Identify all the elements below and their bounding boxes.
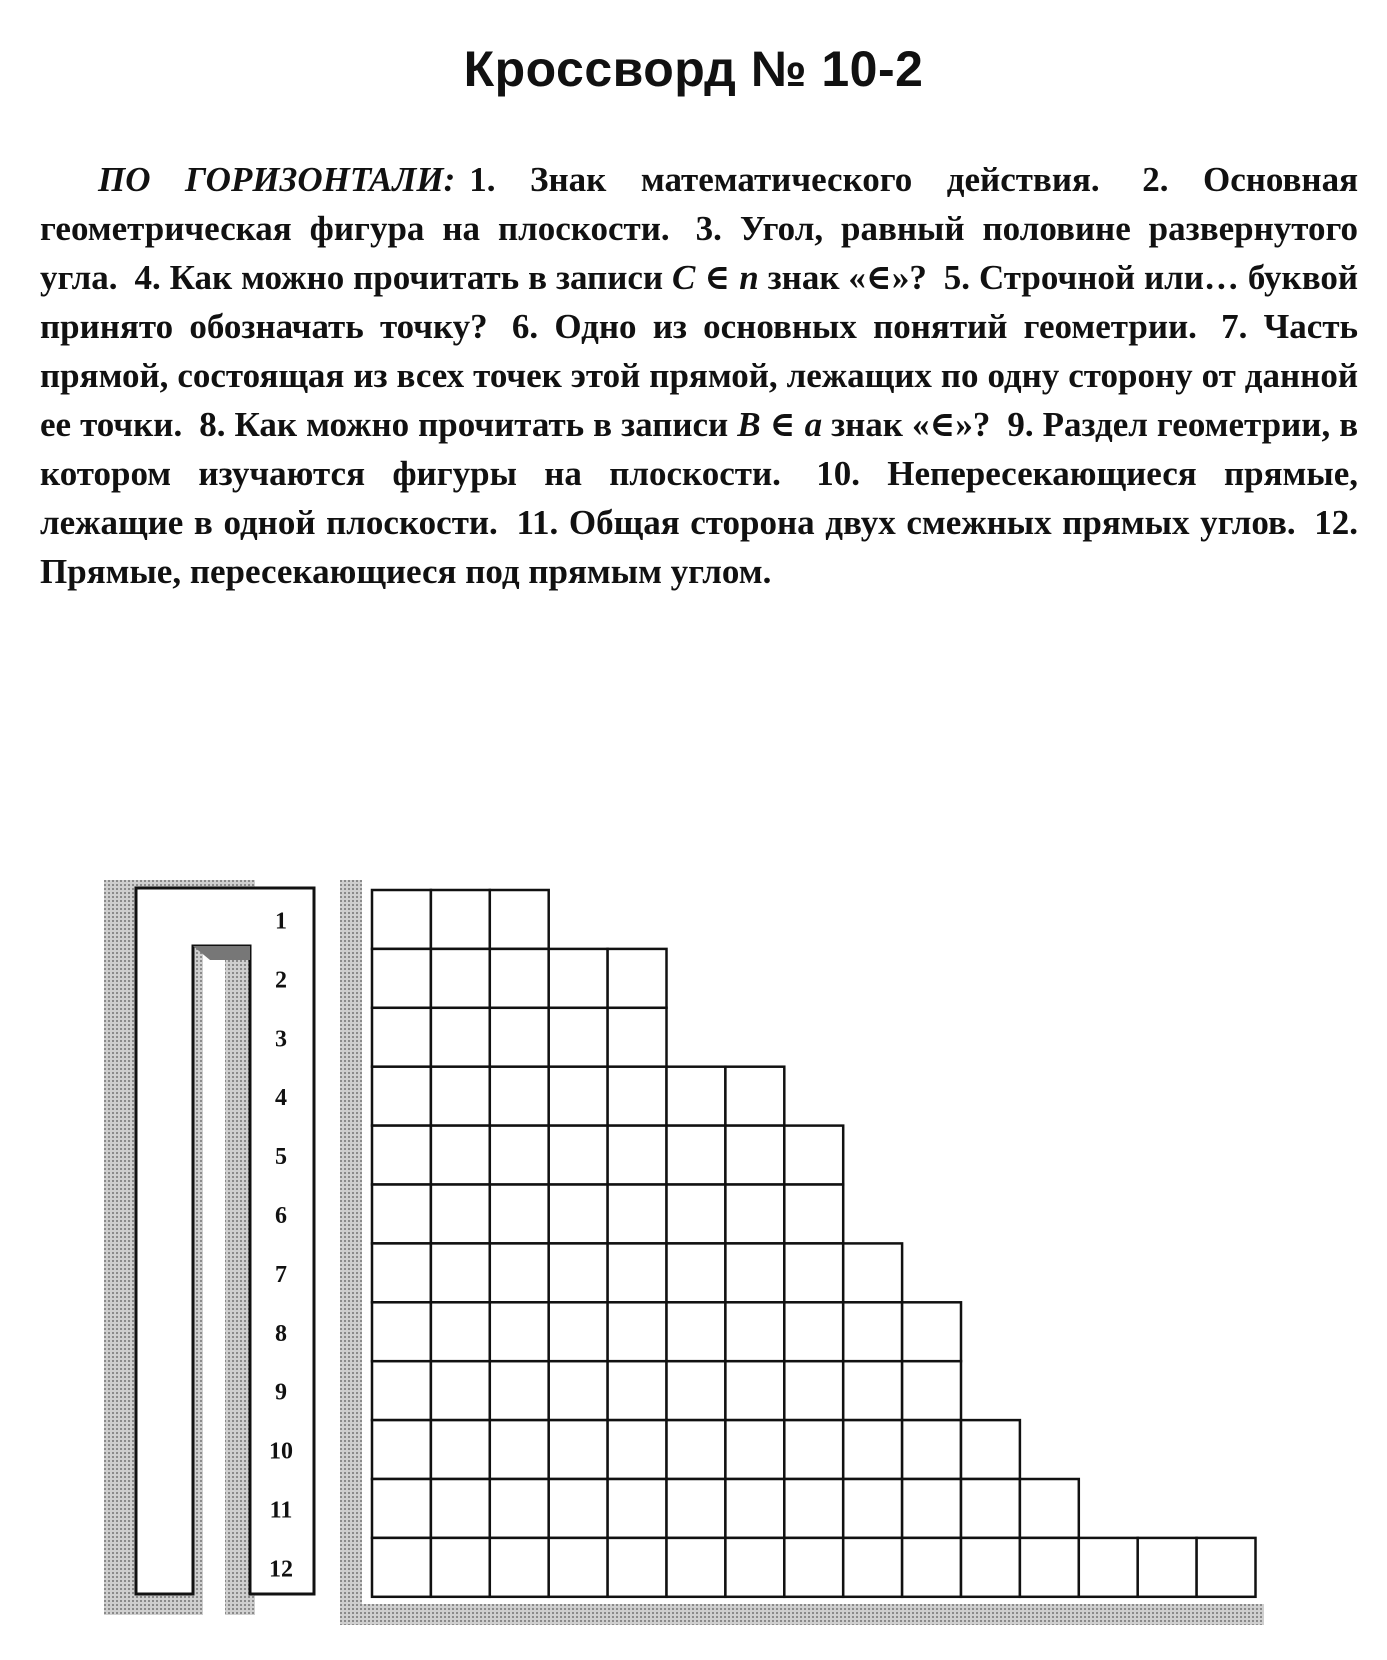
- clue-number: 10.: [816, 454, 860, 493]
- crossword-cell[interactable]: [431, 1479, 490, 1538]
- crossword-cell[interactable]: [431, 1126, 490, 1185]
- row-number: 11: [269, 1497, 293, 1524]
- clue-text: Знак математического действия.: [530, 160, 1100, 199]
- crossword-cell[interactable]: [372, 1538, 431, 1597]
- crossword-cell[interactable]: [490, 1420, 549, 1479]
- clue-text: Как можно прочитать в записи: [234, 405, 729, 444]
- crossword-cell[interactable]: [1020, 1538, 1079, 1597]
- crossword-cell[interactable]: [431, 1243, 490, 1302]
- crossword-cell[interactable]: [667, 1361, 726, 1420]
- crossword-cell[interactable]: [843, 1538, 902, 1597]
- crossword-cell[interactable]: [490, 1538, 549, 1597]
- clue-number: 3.: [695, 209, 722, 248]
- crossword-cell[interactable]: [843, 1479, 902, 1538]
- clue-text: Раздел геометрии, в котором изучаются фигуры на плоскости.: [40, 405, 1359, 493]
- crossword-cell[interactable]: [843, 1420, 902, 1479]
- crossword-cell[interactable]: [372, 1361, 431, 1420]
- crossword-cell[interactable]: [372, 1185, 431, 1244]
- crossword-cell[interactable]: [961, 1420, 1020, 1479]
- crossword-cell[interactable]: [784, 1361, 843, 1420]
- crossword-cell[interactable]: [902, 1420, 961, 1479]
- crossword-cell[interactable]: [725, 1479, 784, 1538]
- crossword-cell[interactable]: [1138, 1538, 1197, 1597]
- crossword-cell[interactable]: [431, 1067, 490, 1126]
- crossword-cell[interactable]: [667, 1067, 726, 1126]
- clue-number: 6.: [511, 307, 539, 346]
- crossword-cell[interactable]: [372, 949, 431, 1008]
- crossword-cell[interactable]: [667, 1185, 726, 1244]
- clue-number: 2.: [1142, 160, 1169, 199]
- crossword-cell[interactable]: [1197, 1538, 1256, 1597]
- row-number: 12: [269, 1556, 293, 1583]
- clue-text: Общая сторона двух смежных прямых углов.: [568, 503, 1296, 542]
- crossword-cell[interactable]: [372, 1243, 431, 1302]
- row-number: 2: [275, 967, 287, 994]
- crossword-cell[interactable]: [549, 1420, 608, 1479]
- crossword-cell[interactable]: [1020, 1479, 1079, 1538]
- crossword-cell[interactable]: [431, 1008, 490, 1067]
- row-number: 7: [275, 1261, 287, 1288]
- row-number: 6: [275, 1203, 287, 1229]
- crossword-cell[interactable]: [1079, 1538, 1138, 1597]
- crossword-cell[interactable]: [608, 1479, 667, 1538]
- math-variable: a: [804, 405, 823, 444]
- clues-heading: ПО ГОРИЗОНТАЛИ:: [98, 160, 456, 199]
- clue-number: 9.: [1007, 405, 1034, 444]
- crossword-cell[interactable]: [431, 890, 490, 949]
- crossword-grid: [372, 890, 1256, 1597]
- crossword-cell[interactable]: [725, 1185, 784, 1244]
- clue-text: Часть прямой, состоящая из всех точек этой прямой, лежащих по одну сторону от данной ее точки.: [40, 307, 1359, 444]
- crossword-cell[interactable]: [784, 1302, 843, 1361]
- crossword-cell[interactable]: [608, 1126, 667, 1185]
- crossword-cell[interactable]: [490, 1479, 549, 1538]
- clue-text: Строчной или… буквой принято обозначать точку?: [40, 258, 1359, 346]
- clue-text: Одно из основных понятий геометрии.: [554, 307, 1197, 346]
- crossword-cell[interactable]: [902, 1361, 961, 1420]
- clue-number: 12.: [1314, 503, 1359, 542]
- crossword-cell[interactable]: [490, 1126, 549, 1185]
- crossword-cell[interactable]: [961, 1479, 1020, 1538]
- row-number: 1: [275, 908, 287, 935]
- crossword-cell[interactable]: [784, 1420, 843, 1479]
- clue-number: 5.: [943, 258, 971, 297]
- crossword-cell[interactable]: [490, 890, 549, 949]
- crossword-cell[interactable]: [490, 1067, 549, 1126]
- crossword-cell[interactable]: [372, 1302, 431, 1361]
- crossword-cell[interactable]: [843, 1361, 902, 1420]
- crossword-cell[interactable]: [549, 1067, 608, 1126]
- crossword-cell[interactable]: [843, 1243, 902, 1302]
- crossword-cell[interactable]: [490, 949, 549, 1008]
- crossword-cell[interactable]: [608, 1538, 667, 1597]
- crossword-cell[interactable]: [372, 1008, 431, 1067]
- crossword-cell[interactable]: [667, 1538, 726, 1597]
- crossword-cell[interactable]: [431, 1420, 490, 1479]
- row-number: 4: [275, 1085, 287, 1112]
- clue-text: Как можно прочитать в записи: [169, 258, 664, 297]
- clue-number: 8.: [199, 405, 226, 444]
- crossword-cell[interactable]: [784, 1126, 843, 1185]
- row-number: 5: [275, 1144, 287, 1170]
- crossword-cell[interactable]: [549, 1008, 608, 1067]
- crossword-cell[interactable]: [902, 1479, 961, 1538]
- clue-number: 1.: [469, 160, 496, 199]
- row-number: 9: [275, 1379, 287, 1406]
- row-number: 8: [275, 1320, 287, 1347]
- math-variable: B: [737, 405, 761, 444]
- crossword-cell[interactable]: [372, 1479, 431, 1538]
- math-variable: C: [672, 258, 696, 297]
- crossword-cell[interactable]: [431, 1302, 490, 1361]
- crossword-cell[interactable]: [490, 1302, 549, 1361]
- clue-text: Прямые, пересекающиеся под прямым углом.: [40, 552, 772, 591]
- crossword-cell[interactable]: [490, 1185, 549, 1244]
- crossword-cell[interactable]: [725, 1243, 784, 1302]
- crossword-cell[interactable]: [372, 1420, 431, 1479]
- crossword-cell[interactable]: [431, 1538, 490, 1597]
- crossword-cell[interactable]: [549, 1126, 608, 1185]
- crossword-cell[interactable]: [549, 949, 608, 1008]
- crossword-cell[interactable]: [667, 1420, 726, 1479]
- crossword-cell[interactable]: [549, 1185, 608, 1244]
- clue-text: Основная геометрическая фигура на плоскости.: [40, 160, 1359, 248]
- crossword-cell[interactable]: [667, 1302, 726, 1361]
- crossword-cell[interactable]: [608, 1067, 667, 1126]
- row-number: 3: [275, 1026, 287, 1053]
- clue-text: знак «∈»?: [767, 258, 927, 297]
- math-variable: n: [739, 258, 759, 297]
- crossword-cell[interactable]: [608, 1361, 667, 1420]
- crossword-cell[interactable]: [608, 1420, 667, 1479]
- crossword-cell[interactable]: [784, 1185, 843, 1244]
- crossword-cell[interactable]: [549, 1361, 608, 1420]
- clue-text: знак «∈»?: [831, 405, 991, 444]
- crossword-cell[interactable]: [608, 1185, 667, 1244]
- crossword-cell[interactable]: [490, 1361, 549, 1420]
- crossword-cell[interactable]: [784, 1243, 843, 1302]
- crossword-cell[interactable]: [372, 1126, 431, 1185]
- crossword-cell[interactable]: [431, 949, 490, 1008]
- math-symbol: ∈: [704, 258, 731, 297]
- crossword-cell[interactable]: [608, 1302, 667, 1361]
- crossword-cell[interactable]: [902, 1538, 961, 1597]
- crossword-cell[interactable]: [549, 1243, 608, 1302]
- crossword-cell[interactable]: [608, 1243, 667, 1302]
- crossword-cell[interactable]: [725, 1361, 784, 1420]
- crossword-cell[interactable]: [372, 890, 431, 949]
- clue-text: Непересекающиеся прямые, лежащие в одной плоскости.: [40, 454, 1359, 542]
- crossword-cell[interactable]: [490, 1008, 549, 1067]
- crossword-cell[interactable]: [667, 1479, 726, 1538]
- crossword-cell[interactable]: [725, 1302, 784, 1361]
- crossword-cell[interactable]: [549, 1302, 608, 1361]
- crossword-cell[interactable]: [372, 1067, 431, 1126]
- clue-number: 4.: [134, 258, 161, 297]
- crossword-cell[interactable]: [902, 1302, 961, 1361]
- crossword-cell[interactable]: [549, 1479, 608, 1538]
- clue-number: 11.: [516, 503, 559, 542]
- crossword-cell[interactable]: [784, 1538, 843, 1597]
- crossword-cell[interactable]: [725, 1420, 784, 1479]
- crossword-cell[interactable]: [431, 1361, 490, 1420]
- crossword-cell[interactable]: [725, 1067, 784, 1126]
- crossword-cell[interactable]: [725, 1126, 784, 1185]
- crossword-cell[interactable]: [549, 1538, 608, 1597]
- page-title: Кроссворд № 10-2: [463, 41, 924, 97]
- crossword-cell[interactable]: [784, 1479, 843, 1538]
- crossword-cell[interactable]: [431, 1185, 490, 1244]
- row-number: 10: [269, 1438, 293, 1465]
- crossword-cell[interactable]: [667, 1126, 726, 1185]
- crossword-cell[interactable]: [961, 1538, 1020, 1597]
- crossword-cell[interactable]: [608, 949, 667, 1008]
- crossword-cell[interactable]: [725, 1538, 784, 1597]
- crossword-cell[interactable]: [490, 1243, 549, 1302]
- clue-text: Угол, равный половине развернутого угла.: [40, 209, 1359, 297]
- clue-number: 7.: [1221, 307, 1248, 346]
- crossword-cell[interactable]: [667, 1243, 726, 1302]
- crossword-cell[interactable]: [843, 1302, 902, 1361]
- math-symbol: ∈: [769, 405, 796, 444]
- crossword-cell[interactable]: [608, 1008, 667, 1067]
